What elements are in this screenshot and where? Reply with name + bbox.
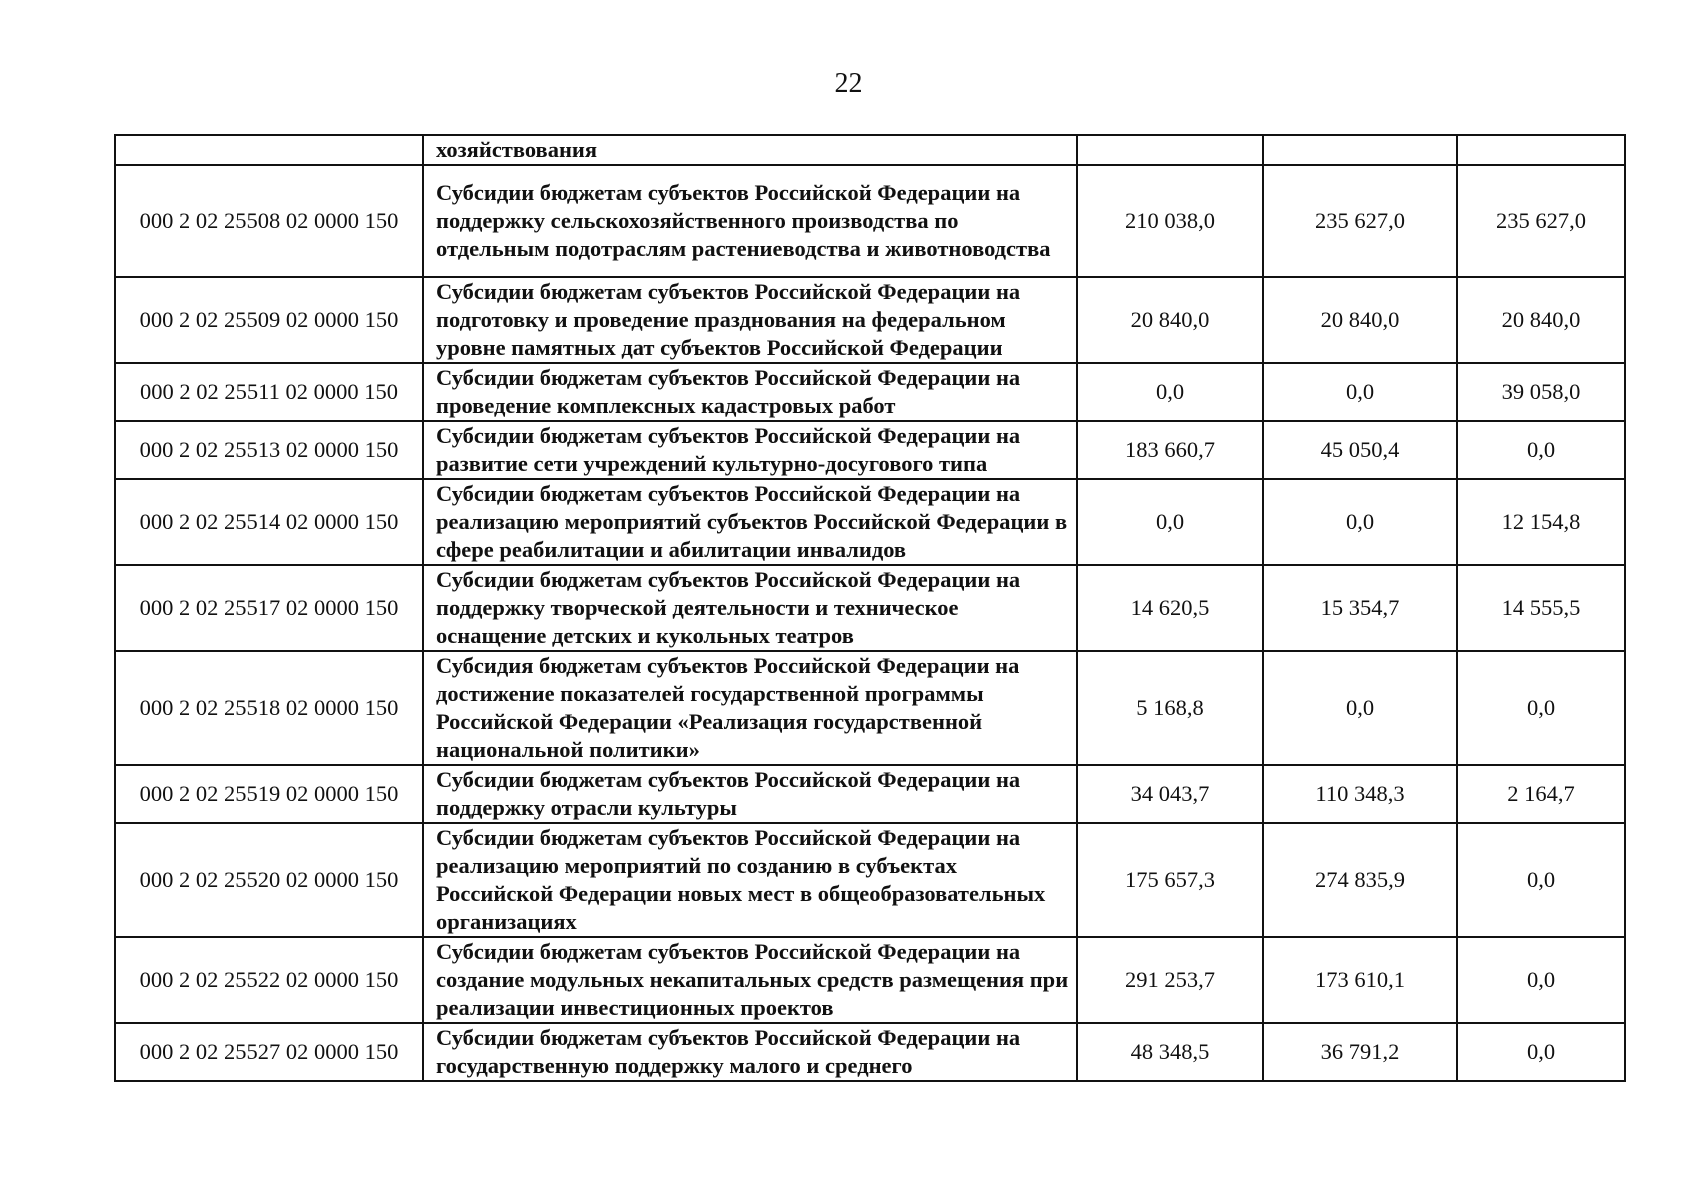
table-row (115, 651, 1625, 765)
value-cell-2: 235 627,0 (1263, 165, 1457, 277)
description-cell: Субсидии бюджетам субъектов Российской Федерации на поддержку творческой деятельности и техническое оснащение детских и кукольных театров (423, 565, 1077, 651)
description-cell: Субсидии бюджетам субъектов Российской Федерации на государственную поддержку малого и среднего (423, 1023, 1077, 1081)
description-cell: Субсидия бюджетам субъектов Российской Федерации на достижение показателей государственной программы Российской Федерации «Реализация государственной национальной политики» (423, 651, 1077, 765)
table-row (115, 363, 1625, 421)
code-cell: 000 2 02 25508 02 0000 150 (115, 165, 423, 277)
code-cell: 000 2 02 25517 02 0000 150 (115, 565, 423, 651)
description-cell: Субсидии бюджетам субъектов Российской Федерации на создание модульных некапитальных средств размещения при реализации инвестиционных проектов (423, 937, 1077, 1023)
value-cell-2 (1263, 135, 1457, 165)
table-row (115, 277, 1625, 363)
value-cell-1: 20 840,0 (1077, 277, 1263, 363)
value-cell-1: 0,0 (1077, 363, 1263, 421)
code-cell (115, 135, 423, 165)
table-row (115, 565, 1625, 651)
value-cell-3: 235 627,0 (1457, 165, 1625, 277)
value-cell-3: 2 164,7 (1457, 765, 1625, 823)
code-cell: 000 2 02 25527 02 0000 150 (115, 1023, 423, 1081)
value-cell-3 (1457, 135, 1625, 165)
code-cell: 000 2 02 25519 02 0000 150 (115, 765, 423, 823)
code-cell: 000 2 02 25509 02 0000 150 (115, 277, 423, 363)
description-cell: Субсидии бюджетам субъектов Российской Федерации на поддержку отрасли культуры (423, 765, 1077, 823)
code-cell: 000 2 02 25513 02 0000 150 (115, 421, 423, 479)
value-cell-3: 0,0 (1457, 421, 1625, 479)
description-cell: Субсидии бюджетам субъектов Российской Федерации на развитие сети учреждений культурно-досугового типа (423, 421, 1077, 479)
code-cell: 000 2 02 25522 02 0000 150 (115, 937, 423, 1023)
table-row (115, 479, 1625, 565)
code-cell: 000 2 02 25514 02 0000 150 (115, 479, 423, 565)
table-row-continuation (115, 135, 1625, 165)
value-cell-3: 20 840,0 (1457, 277, 1625, 363)
description-cell: Субсидии бюджетам субъектов Российской Федерации на поддержку сельскохозяйственного производства по отдельным подотраслям растениеводства и животноводства (423, 165, 1077, 277)
table-row (115, 1023, 1625, 1081)
table-row (115, 823, 1625, 937)
value-cell-1: 175 657,3 (1077, 823, 1263, 937)
value-cell-2: 0,0 (1263, 651, 1457, 765)
value-cell-2: 0,0 (1263, 363, 1457, 421)
value-cell-1: 0,0 (1077, 479, 1263, 565)
value-cell-1: 291 253,7 (1077, 937, 1263, 1023)
value-cell-1: 5 168,8 (1077, 651, 1263, 765)
code-cell: 000 2 02 25520 02 0000 150 (115, 823, 423, 937)
description-cell: Субсидии бюджетам субъектов Российской Федерации на проведение комплексных кадастровых работ (423, 363, 1077, 421)
value-cell-2: 20 840,0 (1263, 277, 1457, 363)
description-cell: Субсидии бюджетам субъектов Российской Федерации на подготовку и проведение празднования на федеральном уровне памятных дат субъектов Российской Федерации (423, 277, 1077, 363)
table-row (115, 421, 1625, 479)
value-cell-1: 183 660,7 (1077, 421, 1263, 479)
value-cell-2: 110 348,3 (1263, 765, 1457, 823)
value-cell-2: 45 050,4 (1263, 421, 1457, 479)
code-cell: 000 2 02 25518 02 0000 150 (115, 651, 423, 765)
value-cell-2: 173 610,1 (1263, 937, 1457, 1023)
value-cell-2: 36 791,2 (1263, 1023, 1457, 1081)
table-row (115, 765, 1625, 823)
value-cell-3: 0,0 (1457, 823, 1625, 937)
value-cell-1: 210 038,0 (1077, 165, 1263, 277)
page-number: 22 (834, 68, 863, 99)
value-cell-3: 0,0 (1457, 1023, 1625, 1081)
code-cell: 000 2 02 25511 02 0000 150 (115, 363, 423, 421)
value-cell-2: 15 354,7 (1263, 565, 1457, 651)
value-cell-3: 0,0 (1457, 651, 1625, 765)
description-cell: Субсидии бюджетам субъектов Российской Федерации на реализацию мероприятий субъектов Российской Федерации в сфере реабилитации и абилитации инвалидов (423, 479, 1077, 565)
value-cell-1 (1077, 135, 1263, 165)
value-cell-2: 0,0 (1263, 479, 1457, 565)
value-cell-3: 39 058,0 (1457, 363, 1625, 421)
value-cell-3: 14 555,5 (1457, 565, 1625, 651)
value-cell-1: 14 620,5 (1077, 565, 1263, 651)
table-row (115, 165, 1625, 277)
value-cell-1: 34 043,7 (1077, 765, 1263, 823)
description-cell: хозяйствования (423, 135, 1077, 165)
description-cell: Субсидии бюджетам субъектов Российской Федерации на реализацию мероприятий по созданию в субъектах Российской Федерации новых мест в общеобразовательных организациях (423, 823, 1077, 937)
value-cell-2: 274 835,9 (1263, 823, 1457, 937)
budget-table (114, 134, 1626, 1082)
value-cell-1: 48 348,5 (1077, 1023, 1263, 1081)
table-row (115, 937, 1625, 1023)
value-cell-3: 12 154,8 (1457, 479, 1625, 565)
value-cell-3: 0,0 (1457, 937, 1625, 1023)
